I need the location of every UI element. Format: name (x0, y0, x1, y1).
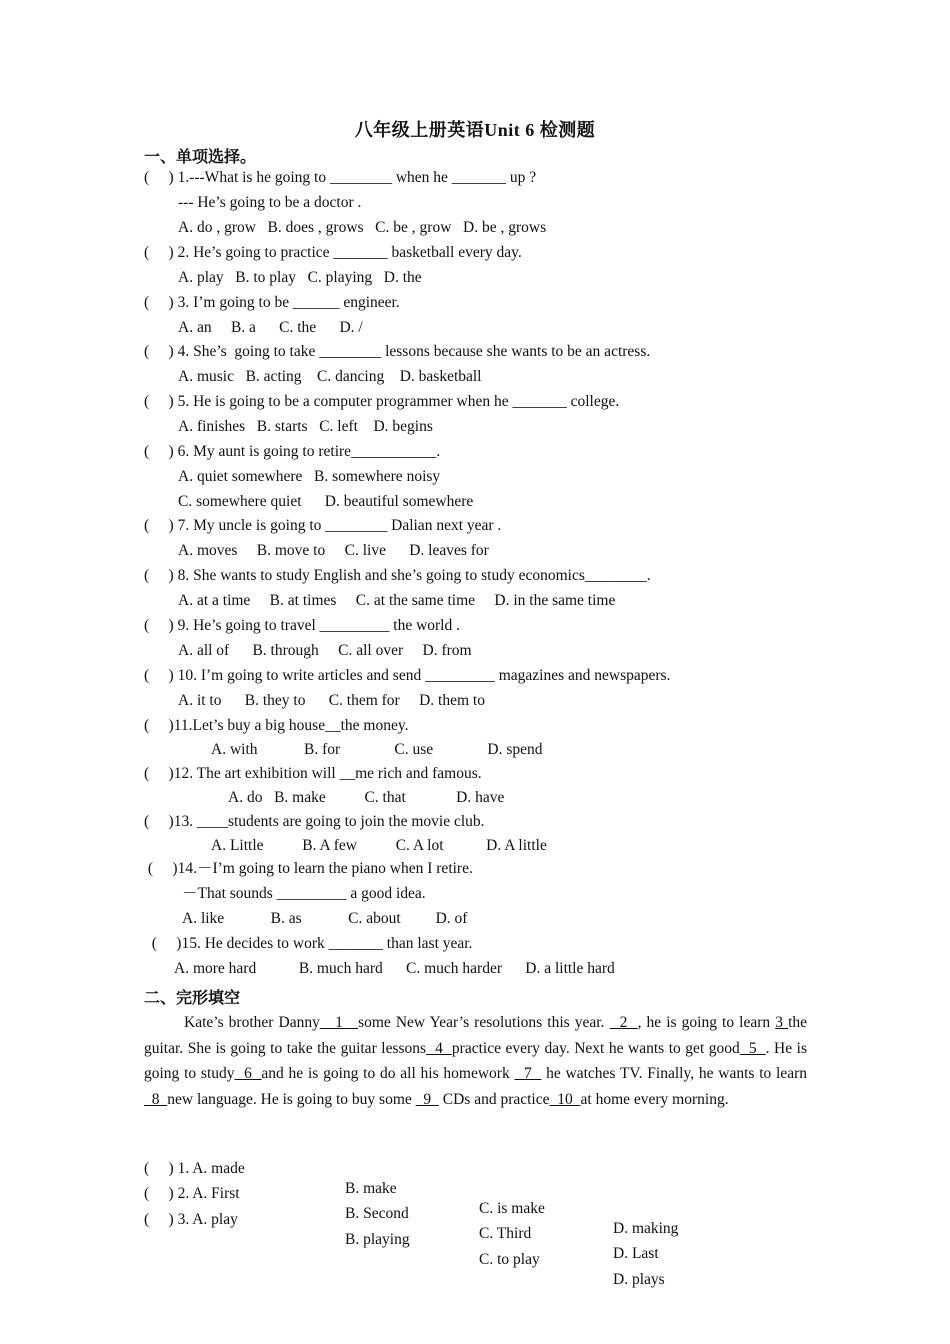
question-1: ( ) 1.---What is he going to ________ when he _______ up ? (144, 169, 537, 186)
blank-5: 5 (739, 1039, 766, 1057)
blank-8: 8 (144, 1090, 168, 1108)
passage-text: he watches TV. Finally, he wants to learn (541, 1065, 808, 1082)
question-6: ( ) 6. My aunt is going to retire___________. (144, 443, 441, 460)
cloze-question-3-a: ( ) 3. A. play (144, 1211, 238, 1228)
question-9-options: A. all of B. through C. all over D. from (178, 642, 472, 659)
question-4-options: A. music B. acting C. dancing D. basketball (178, 368, 482, 385)
question-5: ( ) 5. He is going to be a computer programmer when he _______ college. (144, 393, 620, 410)
cloze-question-3-d: D. plays (613, 1271, 665, 1288)
question-4: ( ) 4. She’s going to take ________ lessons because she wants to be an actress. (144, 343, 651, 360)
blank-2: 2 (609, 1014, 638, 1031)
cloze-question-3-c: C. to play (479, 1251, 540, 1268)
question-7-options: A. moves B. move to C. live D. leaves for (178, 542, 489, 559)
cloze-question-1-c: C. is make (479, 1200, 545, 1217)
question-15: ( )15. He decides to work _______ than last year. (144, 935, 473, 952)
cloze-question-2-c: C. Third (479, 1225, 532, 1242)
cloze-question-1-a: ( ) 1. A. made (144, 1160, 245, 1177)
question-15-options: A. more hard B. much hard C. much harder D. a little hard (174, 960, 615, 977)
question-14-dialog: －That sounds _________ a good idea. (182, 885, 426, 902)
cloze-question-1-d: D. making (613, 1220, 679, 1237)
question-14-options: A. like B. as C. about D. of (182, 910, 468, 927)
question-8-options: A. at a time B. at times C. at the same time D. in the same time (178, 592, 616, 609)
question-2-options: A. play B. to play C. playing D. the (178, 269, 422, 286)
question-5-options: A. finishes B. starts C. left D. begins (178, 418, 433, 435)
question-2: ( ) 2. He’s going to practice _______ basketball every day. (144, 244, 522, 261)
question-13-options: A. Little B. A few C. A lot D. A little (211, 837, 547, 854)
question-12: ( )12. The art exhibition will __me rich and famous. (144, 765, 482, 782)
question-1-dialog: --- He’s going to be a doctor . (178, 194, 362, 211)
blank-3: 3 (775, 1014, 789, 1031)
question-3: ( ) 3. I’m going to be ______ engineer. (144, 294, 400, 311)
question-3-options: A. an B. a C. the D. / (178, 319, 363, 336)
question-9: ( ) 9. He’s going to travel _________ the world . (144, 617, 460, 634)
cloze-question-2-d: D. Last (613, 1245, 659, 1262)
cloze-question-1-b: B. make (345, 1180, 397, 1197)
question-10-options: A. it to B. they to C. them for D. them to (178, 692, 485, 709)
passage-text: at home every morning. (580, 1090, 729, 1108)
question-11-options: A. with B. for C. use D. spend (211, 741, 543, 758)
passage-text: some New Year’s resolutions this year. (358, 1014, 610, 1031)
question-6-options-a: A. quiet somewhere B. somewhere noisy (178, 468, 441, 485)
cloze-question-2-a: ( ) 2. A. First (144, 1185, 240, 1202)
blank-9: 9 (415, 1090, 439, 1108)
question-14: ( )14.－I’m going to learn the piano when I retire. (144, 860, 473, 877)
cloze-question-3-b: B. playing (345, 1231, 410, 1248)
question-7: ( ) 7. My uncle is going to ________ Dalian next year . (144, 517, 502, 534)
question-11: ( )11.Let’s buy a big house__the money. (144, 717, 409, 734)
section-heading-single-choice: 一、单项选择。 (144, 149, 257, 166)
question-10: ( ) 10. I’m going to write articles and send _________ magazines and newspapers. (144, 667, 671, 684)
blank-10: 10 (549, 1090, 581, 1108)
passage-text: new language. He is going to buy some (167, 1090, 416, 1108)
blank-7: 7 (514, 1065, 542, 1082)
passage-text: Kate’s brother Danny (184, 1014, 320, 1031)
passage-text: , he is going to learn (637, 1014, 776, 1031)
cloze-passage (144, 1010, 807, 1112)
question-12-options: A. do B. make C. that D. have (228, 789, 505, 806)
cloze-question-2-b: B. Second (345, 1205, 409, 1222)
passage-text: practice every day. Next he wants to get good (451, 1039, 740, 1057)
passage-text: the guitar. She is going to take the guitar lessons (144, 1014, 808, 1057)
section-heading-cloze: 二、完形填空 (144, 990, 241, 1007)
passage-text: . He is going to study (144, 1039, 807, 1082)
blank-4: 4 (426, 1039, 452, 1057)
passage-text: CDs and practice (438, 1090, 550, 1108)
question-13: ( )13. ____students are going to join the movie club. (144, 813, 485, 830)
page-title: 八年级上册英语Unit 6 检测题 (354, 120, 596, 140)
passage-text: and he is going to do all his homework (261, 1065, 515, 1082)
question-6-options-b: C. somewhere quiet D. beautiful somewhere (178, 493, 474, 510)
blank-1: 1 (319, 1014, 359, 1031)
question-1-options: A. do , grow B. does , grows C. be , grow D. be , grows (178, 219, 547, 236)
question-8: ( ) 8. She wants to study English and she’s going to study economics________. (144, 567, 651, 584)
blank-6: 6 (234, 1065, 262, 1082)
